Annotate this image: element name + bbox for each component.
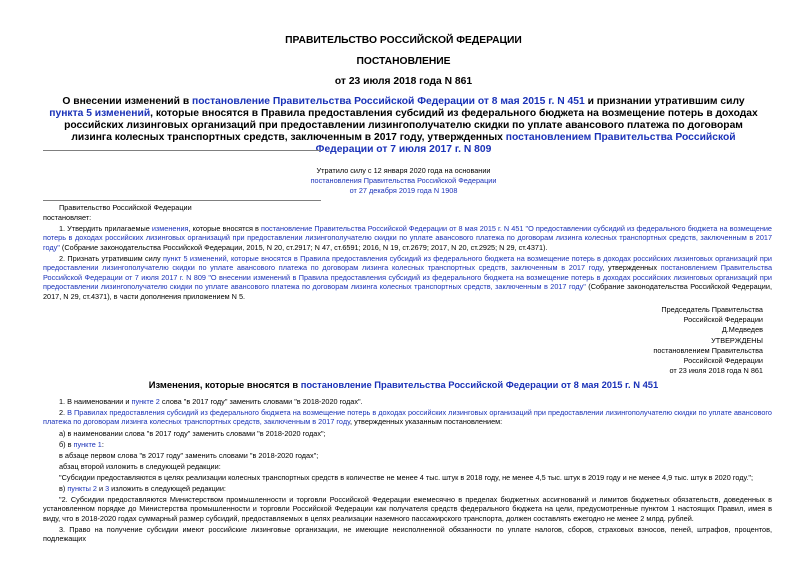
p2-link-point-5[interactable]: пункт 5 изменений, которые вносятся в Правила предоставления субсидий из федерального бюджета на возмещение потерь в доходах российских лизинговых организаций при предоставлении лизингополучателю скидки по уплате авансового платежа по договорам лизинга колесных транспортных средств, заключенным в 2017 году [43,254,772,273]
document-date-number: от 23 июля 2018 года N 861 [334,76,473,87]
approved-date: от 23 июля 2018 года N 861 [669,366,763,375]
divider-top [43,150,321,151]
sub-v-link-point-3[interactable]: 3 [105,484,110,493]
a2-link-rules[interactable]: В Правилах предоставления субсидий из федерального бюджета на возмещение потерь в доходах российских лизинговых организаций при предоставлении лизингополучателю скидки по уплате авансового платежа по договорам лизинга колесных транспортных средств, заключенным в 2017 году [43,408,772,427]
sub-v-link-point-2[interactable]: пункты 2 [67,484,97,493]
amendment-1: 1. В наименовании и пункте 2 слова "в 2017 году" заменить словами "в 2018-2020 годах". [59,397,363,406]
sub-a: а) в наименовании слова "в 2017 году" заменить словами "в 2018-2020 годах"; [59,429,326,438]
paragraph-2: 2. Признать утратившим силу пункт 5 изменений, которые вносятся в Правила предоставления субсидий из федерального бюджета на возмещение потерь в доходах российских лизинговых организаций при предоставлении лизингополучателю скидки по уплате авансового платежа по договорам лизинга колесных транспортных средств, заключенным в 2017 году, утвержденных постановлением Правительства Российской Федерации от 7 июля 2017 г. N 809 "О внесении изменений в Правила предоставления субсидий из федерального бюджета на возмещение потерь в доходах российских лизинговых организаций при предоставлении лизингополучателю скидки по уплате авансового платежа по договорам лизинга колесных транспортных средств, заключенным в 2017 году" (Собрание законодательства Российской Федерации, 2017, N 29, ст.4371), в части дополнения приложением N 5. [43,254,773,301]
title-link-decree-451[interactable]: постановление Правительства Российской Федерации от 8 мая 2015 г. N 451 [192,96,585,107]
signature-name: Д.Медведев [721,325,763,334]
preamble-government: Правительство Российской Федерации [59,203,192,212]
approved-by: постановлением Правительства [653,346,763,355]
sub-b-2: абзац второй изложить в следующей редакции: [59,462,221,471]
validity-note: Утратило силу с 12 января 2020 года на основании [316,166,491,175]
paragraph-1: 1. Утвердить прилагаемые изменения, которые вносятся в постановление Правительства Российской Федерации от 8 мая 2015 г. N 451 "О предоставлении субсидий из федерального бюджета на возмещение потерь в доходах российских лизинговых организаций при предоставлении лизингополучателю скидки по уплате авансового платежа по договорам лизинга колесных транспортных средств, заключенным в 2017 году" (Собрание законодательства Российской Федерации, 2015, N 20, ст.2917; N 47, ст.6591; 2016, N 19, ст.2679; 2017, N 20, ст.2925; N 29, ст.4371). [43,224,772,252]
sub-b-1: в абзаце первом слова "в 2017 году" заменить словами "в 2018-2020 годах"; [59,451,319,460]
sub-quote: "Субсидии предоставляются в целях реализации колесных транспортных средств в количестве не менее 4 тыс. штук в 2018 году, не менее 4,5 тыс. штук в 2019 году и не менее 4,9 тыс. штук в 2020 году."; [59,473,754,482]
preamble-resolves: постановляет: [43,213,92,222]
document-type-heading: ПОСТАНОВЛЕНИЕ [356,56,451,67]
title-link-point-5[interactable]: пункта 5 изменений [49,108,151,119]
signature-title: Председатель Правительства [661,305,763,314]
approved-country: Российской Федерации [683,356,763,365]
sub-b-link-point-1[interactable]: пункте 1 [73,440,102,449]
document-title: О внесении изменений в постановление Правительства Российской Федерации от 8 мая 2015 г. N 451 и признании утратившим силу пункта 5 изменений, которые вносятся в Правила предоставления субсидий из федерального бюджета на возмещение потерь в доходах российских лизинговых организаций при предоставлении лизингополучателю скидки по уплате авансового платежа по договорам лизинга колесных транспортных средств, заключенным в 2017 году, утвержденных постановлением Правительства Российской Федерации от 7 июля 2017 г. N 809 [49,96,758,155]
validity-link-date[interactable]: от 27 декабря 2019 года N 1908 [349,186,458,195]
amendment-2: 2. В Правилах предоставления субсидий из федерального бюджета на возмещение потерь в доходах российских лизинговых организаций при предоставлении лизингополучателю скидки по уплате авансового платежа по договорам лизинга колесных транспортных средств, заключенным в 2017 году, утвержденных указанным постановлением: [43,408,772,427]
a1-link-point-2[interactable]: пункте 2 [131,397,160,406]
quoted-point-3: 3. Право на получение субсидии имеют российские лизинговые организации, не имеющие неисполненной обязанности по уплате налогов, сборов, страховых взносов, пеней, штрафов, процентов, подлежащих [43,525,772,544]
p2-link-decree-809[interactable]: постановлением Правительства Российской Федерации от 7 июля 2017 г. N 809 "О внесении изменений в Правила предоставления субсидий из федерального бюджета на возмещение потерь в доходах российских лизинговых организаций при предоставлении лизингополучателю скидки по уплате авансового платежа по договорам лизинга колесных транспортных средств, заключенным в 2017 году" [43,263,773,292]
amendments-link-decree-451[interactable]: постановление Правительства Российской Федерации от 8 мая 2015 г. N 451 [300,379,659,390]
sub-b: б) в пункте 1: [59,440,104,449]
signature-country: Российской Федерации [683,315,763,324]
government-heading: ПРАВИТЕЛЬСТВО РОССИЙСКОЙ ФЕДЕРАЦИИ [285,35,522,46]
divider-bottom [43,200,321,201]
validity-link-decree[interactable]: постановления Правительства Российской Федерации [310,176,497,185]
sub-v: в) пункты 2 и 3 изложить в следующей редакции: [59,484,226,493]
title-link-decree-809[interactable]: постановлением Правительства Российской Федерации от 7 июля 2017 г. N 809 [315,132,736,155]
amendments-title: Изменения, которые вносятся в постановление Правительства Российской Федерации от 8 мая 2015 г. N 451 [148,379,659,390]
p1-link-decree-451[interactable]: постановление Правительства Российской Федерации от 8 мая 2015 г. N 451 "О предоставлении субсидий из федерального бюджета на возмещение потерь в доходах российских лизинговых организаций при предоставлении лизингополучателю скидки по уплате авансового платежа по договорам лизинга колесных транспортных средств, заключенным в 2017 году" [43,224,772,252]
quoted-point-2: "2. Субсидии предоставляются Министерством промышленности и торговли Российской Федерации ежемесячно в пределах бюджетных ассигнований и лимитов бюджетных обязательств, доведенных в установленном порядке до Министерства промышленности и торговли Российской Федерации как получателя средств федерального бюджета на цели, предусмотренные пунктом 1 настоящих Правил, имея в виду, что в 2018-2020 годах суммарный размер субсидий, предоставляемых в целях реализации наземного пассажирского транспорта, должен составлять ежегодно не менее 2 млрд. рублей. [43,495,772,523]
p1-link-changes[interactable]: изменения [151,224,189,233]
approved-label: УТВЕРЖДЕНЫ [711,336,763,345]
